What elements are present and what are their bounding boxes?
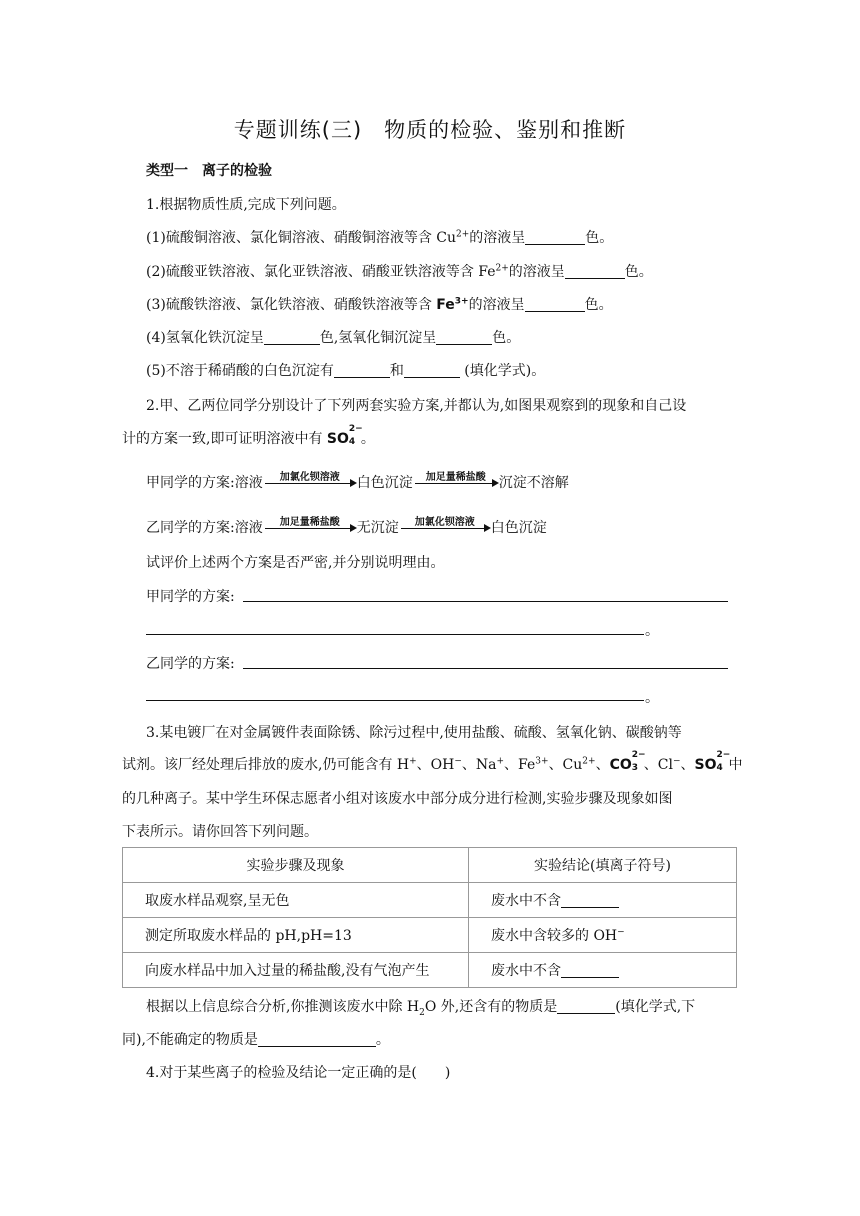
q3-after-line2: 同),不能确定的物质是 。 [122, 1032, 390, 1048]
q2-jia-answer-line-2[interactable] [146, 634, 644, 635]
table-row [123, 883, 737, 918]
table-cell-conclusion: 废水中不含 [469, 953, 737, 988]
page-title: 专题训练(三) 物质的检验、鉴别和推断 [233, 118, 627, 142]
q3-stem-line4: 下表所示。请你回答下列问题。 [122, 824, 318, 840]
table-cell-step: 测定所取废水样品的 pH,pH=13 [123, 918, 469, 953]
q1-part4: (4)氢氧化铁沉淀呈 色,氢氧化铜沉淀呈 色。 [146, 330, 521, 346]
q2-jia-answer-label: 甲同学的方案: [146, 589, 235, 605]
q1-part4-blank-a[interactable] [264, 330, 320, 345]
q3-blank-substances[interactable] [557, 999, 615, 1014]
q3-stem-line1: 3.某电镀厂在对金属镀件表面除锈、除污过程中,使用盐酸、硫酸、氢氧化钠、碳酸钠等 [146, 725, 682, 741]
q3-stem-line3: 的几种离子。某中学生环保志愿者小组对该废水中部分成分进行检测,实验步骤及现象如图 [122, 791, 673, 807]
yi-arrow-1: 加足量稀盐酸 [265, 528, 355, 529]
q3-stem-line2: 试剂。该厂经处理后排放的废水,仍可能含有 H+、OH−、Na+、$Fe^{3+}$、$Cu^{2+}$、CO 2− 3 、Cl−、SO 2− 4 中 [122, 750, 743, 773]
q2-evaluate: 试评价上述两个方案是否严密,并分别说明理由。 [146, 555, 445, 571]
q2-jia-answer-line-1[interactable] [243, 601, 728, 602]
q1-stem: 1.根据物质性质,完成下列问题。 [146, 197, 346, 213]
table-cell-conclusion: 废水中不含 [469, 883, 737, 918]
jia-arrow-2: 加足量稀盐酸 [415, 483, 497, 484]
q2-stem-line2: 计的方案一致,即可证明溶液中有 SO 2− 4 。 [122, 424, 375, 447]
experiment-table [122, 847, 737, 988]
table-cell-step: 取废水样品观察,呈无色 [123, 883, 469, 918]
table-row1-blank[interactable] [561, 893, 619, 908]
section-heading: 类型一 离子的检验 [146, 163, 272, 179]
q2-yi-answer-label: 乙同学的方案: [146, 656, 235, 672]
yi-arrow-2: 加氯化钡溶液 [401, 528, 489, 529]
q2-jia-scheme: 甲同学的方案:溶液 加氯化钡溶液 白色沉淀 加足量稀盐酸 沉淀不溶解 [146, 471, 569, 491]
q2-yi-end-mark: 。 [645, 690, 659, 706]
q1-part3: (3)硫酸铁溶液、氯化铁溶液、硝酸铁溶液等含 $Fe^{3+}$的溶液呈 色。 [146, 296, 613, 313]
q2-yi-answer-line-1[interactable] [243, 668, 728, 669]
q1-part1: (1)硫酸铜溶液、氯化铜溶液、硝酸铜溶液等含 $Cu^{2+}$的溶液呈 色。 [146, 229, 614, 246]
table-row [123, 953, 737, 988]
q1-part5-blank-b[interactable] [404, 363, 460, 378]
q1-part1-blank[interactable] [525, 230, 585, 245]
q2-yi-scheme: 乙同学的方案:溶液 加足量稀盐酸 无沉淀 加氯化钡溶液 白色沉淀 [146, 516, 547, 536]
q2-stem-line1: 2.甲、乙两位同学分别设计了下列两套实验方案,并都认为,如图果观察到的现象和自己设 [146, 398, 687, 414]
q2-yi-answer-line-2[interactable] [146, 700, 644, 701]
q1-part2-blank[interactable] [565, 264, 625, 279]
q1-part2: (2)硫酸亚铁溶液、氯化亚铁溶液、硝酸亚铁溶液等含 $Fe^{2+}$的溶液呈 色。 [146, 263, 653, 280]
table-cell-step: 向废水样品中加入过量的稀盐酸,没有气泡产生 [123, 953, 469, 988]
q1-part5: (5)不溶于稀硝酸的白色沉淀有 和 (填化学式)。 [146, 363, 546, 379]
table-header-row [123, 848, 737, 883]
q4-stem: 4.对于某些离子的检验及结论一定正确的是( ) [146, 1065, 451, 1081]
q1-part5-blank-a[interactable] [334, 363, 390, 378]
table-header-steps: 实验步骤及现象 [123, 848, 469, 883]
table-cell-conclusion: 废水中含较多的 OH− [469, 918, 737, 953]
q3-blank-uncertain[interactable] [258, 1032, 376, 1047]
q1-part3-blank[interactable] [525, 297, 585, 312]
table-row3-blank[interactable] [561, 963, 619, 978]
q2-jia-end-mark: 。 [645, 623, 659, 639]
q3-after-line1: 根据以上信息综合分析,你推测该废水中除 $H_2O$ 外,还含有的物质是 (填化学式,下 [146, 999, 696, 1018]
table-header-conclusion: 实验结论(填离子符号) [469, 848, 737, 883]
jia-arrow-1: 加氯化钡溶液 [265, 483, 355, 484]
table-row [123, 918, 737, 953]
q1-part4-blank-b[interactable] [436, 330, 492, 345]
